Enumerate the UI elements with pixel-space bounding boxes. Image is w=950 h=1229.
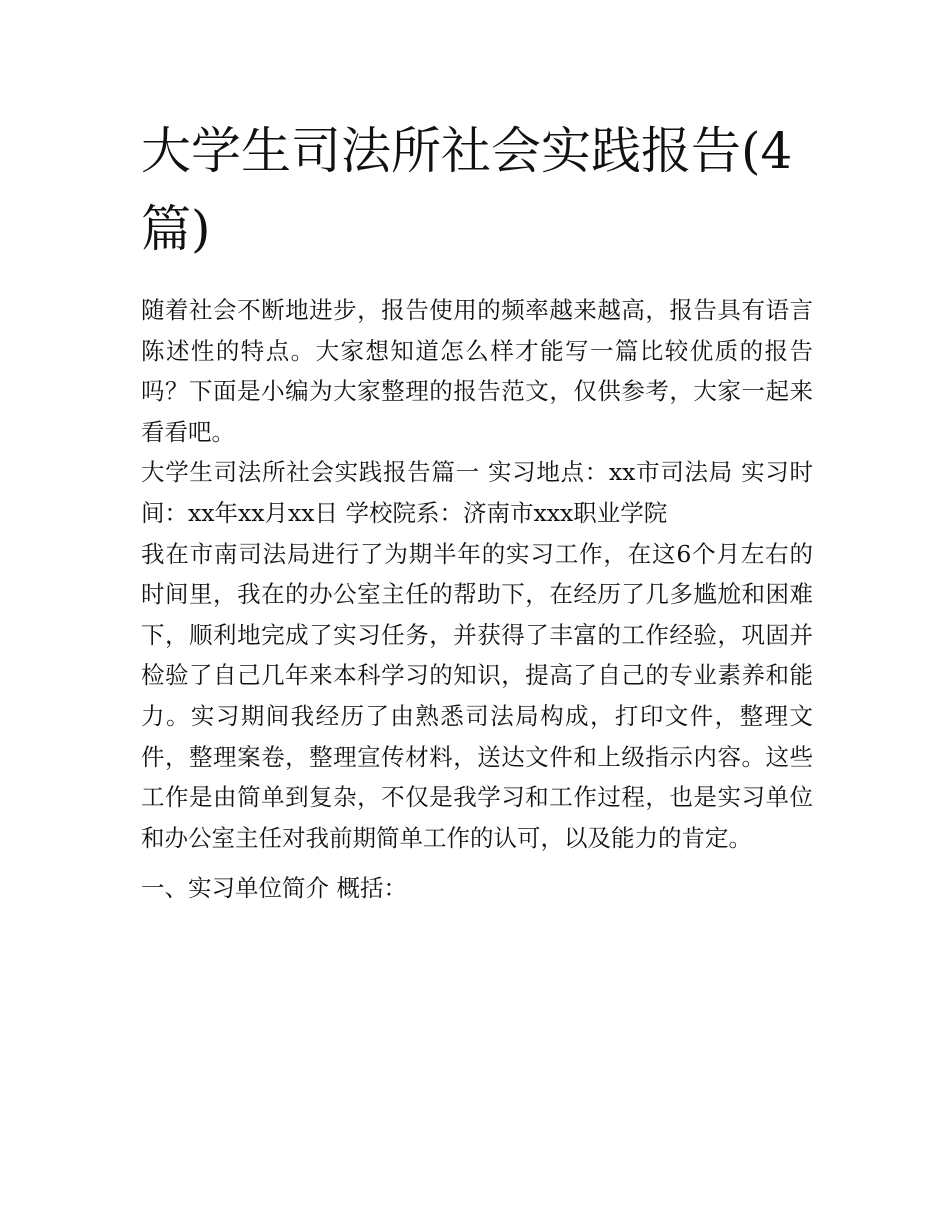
- report-info-paragraph: 大学生司法所社会实践报告篇一 实习地点：xx市司法局 实习时间：xx年xx月xx日 学校院系：济南市xxx职业学院: [141, 458, 813, 527]
- document-title: 大学生司法所社会实践报告(4篇): [141, 122, 793, 258]
- intro-paragraph: 随着社会不断地进步，报告使用的频率越来越高，报告具有语言陈述性的特点。大家想知道怎么样才能写一篇比较优质的报告吗？下面是小编为大家整理的报告范文，仅供参考，大家一起来看看吧。: [141, 296, 813, 446]
- body-paragraph: 我在市南司法局进行了为期半年的实习工作，在这6个月左右的时间里，我在的办公室主任的帮助下，在经历了几多尴尬和困难下，顺利地完成了实习任务，并获得了丰富的工作经验，巩固并检验了自己几年来本科学习的知识，提高了自己的专业素养和能力。实习期间我经历了由熟悉司法局构成，打印文件，整理文件，整理案卷，整理宣传材料，送达文件和上级指示内容。这些工作是由简单到复杂，不仅是我学习和工作过程，也是实习单位和办公室主任对我前期简单工作的认可，以及能力的肯定。: [141, 539, 813, 852]
- document-body: [141, 112, 813, 909]
- section-heading: 一、实习单位简介 概括：: [141, 874, 407, 903]
